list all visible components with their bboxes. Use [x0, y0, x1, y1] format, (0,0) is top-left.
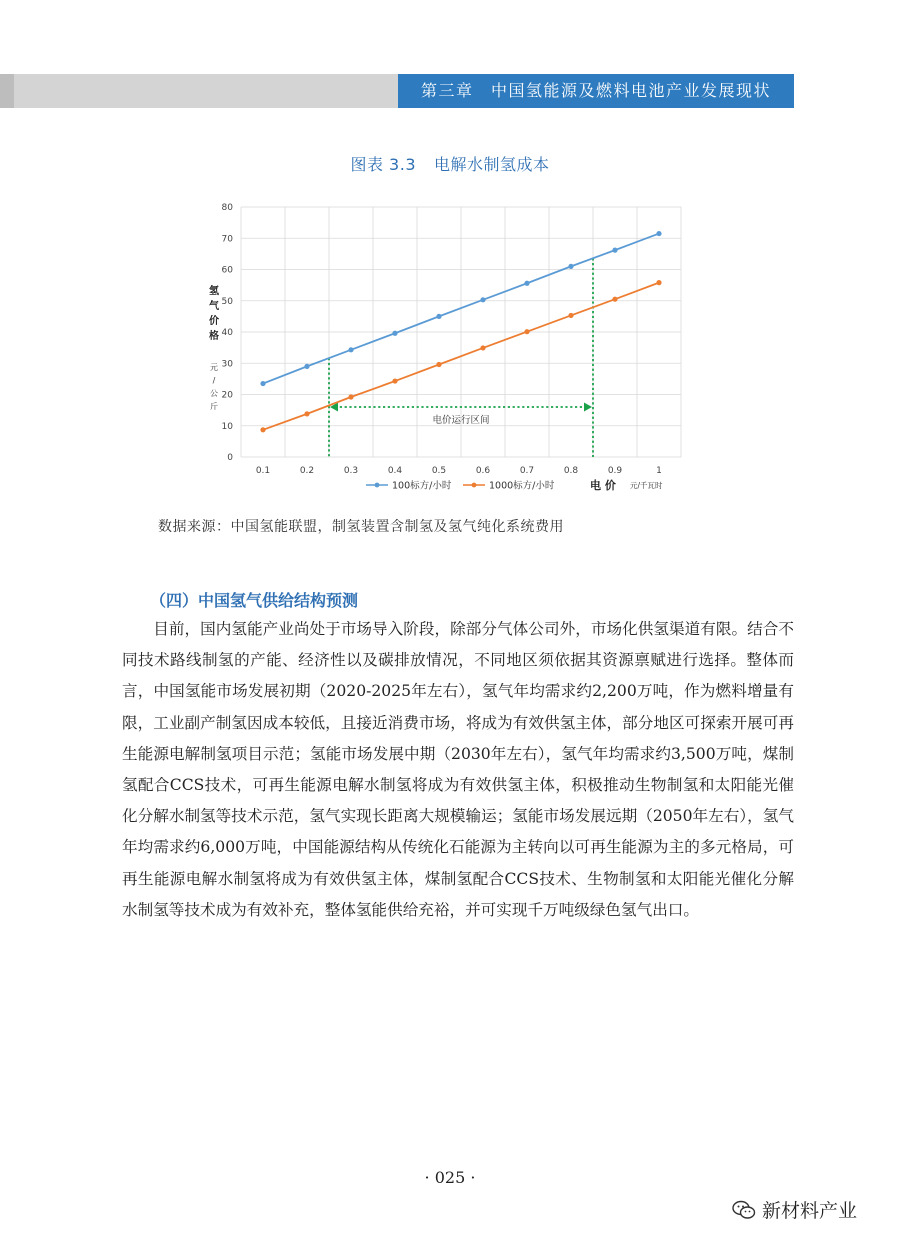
y-axis-unit-char: 公: [210, 389, 218, 398]
x-tick-label: 0.1: [255, 466, 271, 476]
x-tick-label: 0.4: [387, 466, 403, 476]
y-tick-label: 30: [221, 359, 233, 370]
y-axis-unit-char: 元: [210, 363, 218, 372]
x-tick-label: 0.3: [343, 466, 359, 476]
y-tick-label: 80: [221, 203, 233, 213]
y-tick-label: 10: [221, 421, 233, 432]
y-tick-label: 0: [227, 453, 233, 463]
y-axis-label: [209, 284, 220, 411]
series-1-point: [480, 345, 485, 350]
x-tick-labels: [256, 466, 662, 476]
y-tick-label: 50: [221, 296, 233, 307]
x-tick-label: 1: [656, 466, 662, 476]
legend-marker-1000: [472, 483, 477, 488]
legend-marker-100: [375, 483, 380, 488]
y-axis-label-char: 气: [209, 301, 219, 312]
x-tick-label: 0.2: [299, 466, 315, 476]
y-tick-label: 70: [221, 234, 233, 245]
y-axis-unit-char: /: [212, 376, 216, 385]
series-1-point: [436, 362, 441, 367]
series-0-point: [304, 364, 309, 369]
series-0-point: [260, 381, 265, 386]
x-tick-label: 0.8: [563, 466, 579, 476]
range-annotation-label: 电价运行区间: [432, 415, 490, 426]
x-tick-label: 0.9: [607, 466, 623, 476]
legend-label-1000: 1000标方/小时: [489, 480, 555, 492]
y-axis-label-char: 格: [209, 331, 219, 342]
series-0-point: [568, 264, 573, 269]
x-tick-label: 0.5: [431, 466, 447, 476]
y-tick-label: 20: [221, 390, 233, 401]
series-0-point: [392, 331, 397, 336]
x-axis-label: 电 价: [590, 479, 616, 492]
legend-label-100: 100标方/小时: [392, 480, 452, 492]
figure-number: 图表 3.3: [350, 155, 417, 174]
series-1-point: [524, 329, 529, 334]
series-0-point: [524, 281, 529, 286]
series-0-point: [612, 248, 617, 253]
section-paragraph: 目前，国内氢能产业尚处于市场导入阶段，除部分气体公司外，市场化供氢渠道有限。结合不同技术路线制氢的产能、经济性以及碳排放情况，不同地区须依据其资源禀赋进行选择。整体而言，中国氢能市场发展初期（2020-2025年左右），氢气年均需求约2,200万吨，作为燃料增量有限，工业副产制氢因成本较低，且接近消费市场，将成为有效供氢主体，部分地区可探索开展可再生能源电解制氢项目示范；氢能市场发展中期（2030年左右），氢气年均需求约3,500万吨，煤制氢配合CCS技术，可再生能源电解水制氢将成为有效供氢主体，积极推动生物制氢和太阳能光催化分解水制氢等技术示范，氢气实现长距离大规模输运；氢能市场发展远期（2050年左右），氢气年均需求约6,000万吨，中国能源结构从传统化石能源为主转向以可再生能源为主的多元格局，可再生能源电解水制氢将成为有效供氢主体，煤制氢配合CCS技术、生物制氢和太阳能光催化分解水制氢等技术成为有效补充，整体氢能供给充裕，并可实现千万吨级绿色氢气出口。: [122, 620, 794, 919]
page-number: · 025 ·: [424, 1168, 476, 1187]
series-0-point: [348, 347, 353, 352]
wechat-icon: [732, 1199, 756, 1221]
data-source-note: 数据来源：中国氢能联盟，制氢装置含制氢及氢气纯化系统费用: [158, 519, 564, 535]
header-bar-edge: [0, 74, 14, 108]
range-arrow-right: [584, 403, 592, 412]
x-tick-label: 0.6: [475, 466, 491, 476]
series-1-point: [612, 297, 617, 302]
series-1-point: [304, 411, 309, 416]
series-0-point: [480, 297, 485, 302]
brand-watermark: [732, 1196, 857, 1223]
y-tick-labels: [222, 203, 234, 463]
y-axis-label-char: 价: [209, 316, 219, 327]
y-axis-unit-char: 斤: [210, 402, 218, 411]
series-0-point: [656, 231, 661, 236]
y-tick-label: 40: [221, 328, 233, 338]
x-axis-unit: 元/千瓦时: [630, 481, 663, 490]
figure-caption: [0, 152, 900, 175]
series-1-point: [656, 280, 661, 285]
series-0-point: [436, 314, 441, 319]
series-1-point: [392, 378, 397, 383]
series-1-point: [260, 427, 265, 432]
chapter-title: 第三章 中国氢能源及燃料电池产业发展现状: [398, 74, 794, 108]
brand-name: 新材料产业: [762, 1200, 858, 1222]
y-axis-label-char: 氢: [209, 286, 219, 297]
section-heading: （四）中国氢气供给结构预测: [150, 591, 359, 610]
hydrogen-cost-chart: [198, 193, 700, 501]
series-1-point: [348, 394, 353, 399]
series-1-point: [568, 313, 573, 318]
x-tick-label: 0.7: [519, 466, 535, 476]
y-tick-label: 60: [221, 265, 233, 276]
figure-title: 电解水制氢成本: [434, 155, 550, 174]
chart-legend: [366, 478, 663, 492]
header-bar-left: [0, 74, 398, 108]
